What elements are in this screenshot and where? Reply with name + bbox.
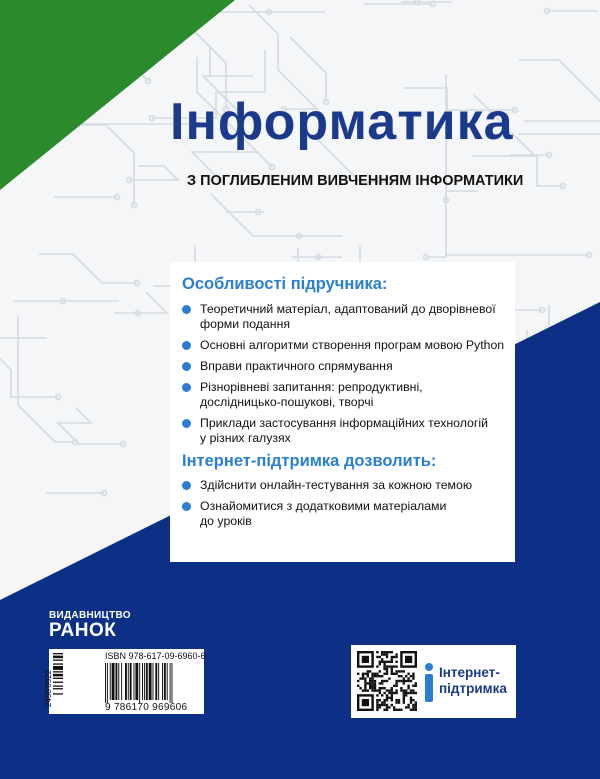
barcode-box: 2458'0922 ISBN 978-617-09-6960-6 9 786170 969606 <box>44 651 206 713</box>
book-subtitle: З ПОГЛИБЛЕНИМ ВИВЧЕННЯМ ІНФОРМАТИКИ <box>187 173 524 189</box>
features-item: Різнорівневі запитання: репродуктивні, дослідницько-пошукові, творчі <box>182 380 512 410</box>
publisher-name: РАНОК <box>49 620 117 641</box>
qr-code-icon[interactable] <box>357 651 417 711</box>
bullet-dot-icon <box>182 362 191 371</box>
internet-support-label: Інтернет- підтримка <box>439 665 507 696</box>
support-item: Ознайомитися з додатковими матеріалами до уроків <box>182 499 512 529</box>
info-panel <box>170 262 515 562</box>
features-heading: Особливості підручника: <box>182 275 388 293</box>
barcode-digits: 9 786170 969606 <box>105 702 188 713</box>
bullet-dot-icon <box>182 502 191 511</box>
support-list <box>182 478 512 535</box>
features-item: Вправи практичного спрямування <box>182 359 512 374</box>
publisher-logo <box>49 610 131 642</box>
bullet-dot-icon <box>182 419 191 428</box>
info-i-icon <box>423 663 435 703</box>
support-heading: Інтернет-підтримка дозволить: <box>182 452 437 470</box>
side-barcode <box>53 653 67 710</box>
features-list <box>182 302 512 452</box>
features-item: Теоретичний матеріал, адаптований до дворівневої форми подання <box>182 302 512 332</box>
internet-support-box <box>351 645 516 718</box>
publisher-label: ВИДАВНИЦТВО <box>49 610 131 621</box>
features-item: Приклади застосування інформаційних технологій у різних галузях <box>182 416 512 446</box>
bullet-dot-icon <box>182 481 191 490</box>
features-item: Основні алгоритми створення програм мовою Python <box>182 338 512 353</box>
isbn-text: ISBN 978-617-09-6960-6 <box>105 651 206 661</box>
bullet-dot-icon <box>182 341 191 350</box>
book-title: Інформатика <box>170 93 514 151</box>
support-item: Здійснити онлайн-тестування за кожною темою <box>182 478 512 493</box>
bullet-dot-icon <box>182 383 191 392</box>
ean-barcode <box>105 663 199 703</box>
bullet-dot-icon <box>182 305 191 314</box>
